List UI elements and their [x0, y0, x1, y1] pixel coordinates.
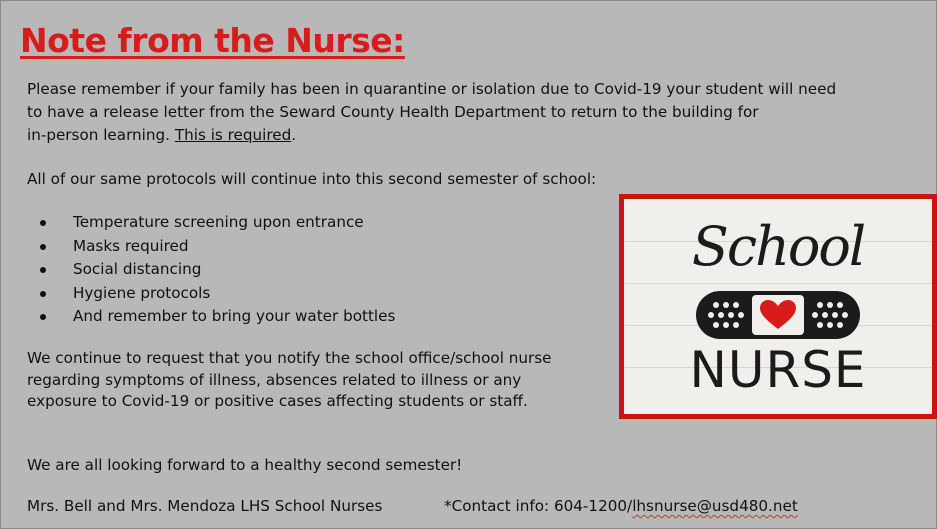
- quarantine-line-3-start: in-person learning.: [27, 126, 175, 144]
- signature: Mrs. Bell and Mrs. Mendoza LHS School Nurses: [27, 497, 383, 515]
- bullet-icon: [40, 267, 46, 273]
- contact-info: [444, 497, 798, 515]
- notify-paragraph: [27, 348, 552, 413]
- list-item: [27, 258, 395, 282]
- notify-line-3: exposure to Covid-19 or positive cases affecting students or staff.: [27, 392, 528, 410]
- bandage-icon: [696, 291, 860, 339]
- protocols-intro: All of our same protocols will continue into this second semester of school:: [27, 170, 597, 188]
- bullet-icon: [40, 220, 46, 226]
- bullet-icon: [40, 244, 46, 250]
- quarantine-line-1: Please remember if your family has been in quarantine or isolation due to Covid-19 your student will need: [27, 80, 837, 98]
- wood-plank-line: [624, 283, 932, 284]
- notify-line-1: We continue to request that you notify the school office/school nurse: [27, 349, 552, 367]
- protocol-text: Hygiene protocols: [73, 283, 211, 302]
- protocol-text: Social distancing: [73, 260, 202, 278]
- quarantine-line-2: to have a release letter from the Seward County Health Department to return to the building for: [27, 103, 759, 121]
- badge-school-word: School: [691, 215, 865, 278]
- protocol-list: [27, 211, 395, 329]
- protocol-text: Masks required: [73, 236, 189, 255]
- list-item: [27, 211, 395, 235]
- bullet-icon: [40, 314, 46, 320]
- school-nurse-badge: [619, 194, 937, 419]
- quarantine-paragraph: [27, 78, 836, 147]
- closing-text: We are all looking forward to a healthy second semester!: [27, 456, 463, 474]
- notify-line-2: regarding symptoms of illness, absences related to illness or any: [27, 370, 522, 389]
- quarantine-line-3-end: .: [291, 126, 297, 144]
- list-item: [27, 282, 395, 306]
- required-emphasis: This is required: [174, 126, 292, 144]
- protocol-text: And remember to bring your water bottles: [73, 307, 396, 325]
- email-link[interactable]: lhsnurse@usd480.net: [632, 497, 798, 515]
- badge-nurse-word: NURSE: [689, 341, 867, 399]
- contact-label: *Contact info: 604-1200/: [444, 497, 633, 515]
- bullet-icon: [40, 291, 46, 297]
- list-item: [27, 235, 395, 259]
- protocol-text: Temperature screening upon entrance: [73, 213, 364, 231]
- list-item: [27, 305, 395, 329]
- page-title: Note from the Nurse:: [20, 21, 405, 60]
